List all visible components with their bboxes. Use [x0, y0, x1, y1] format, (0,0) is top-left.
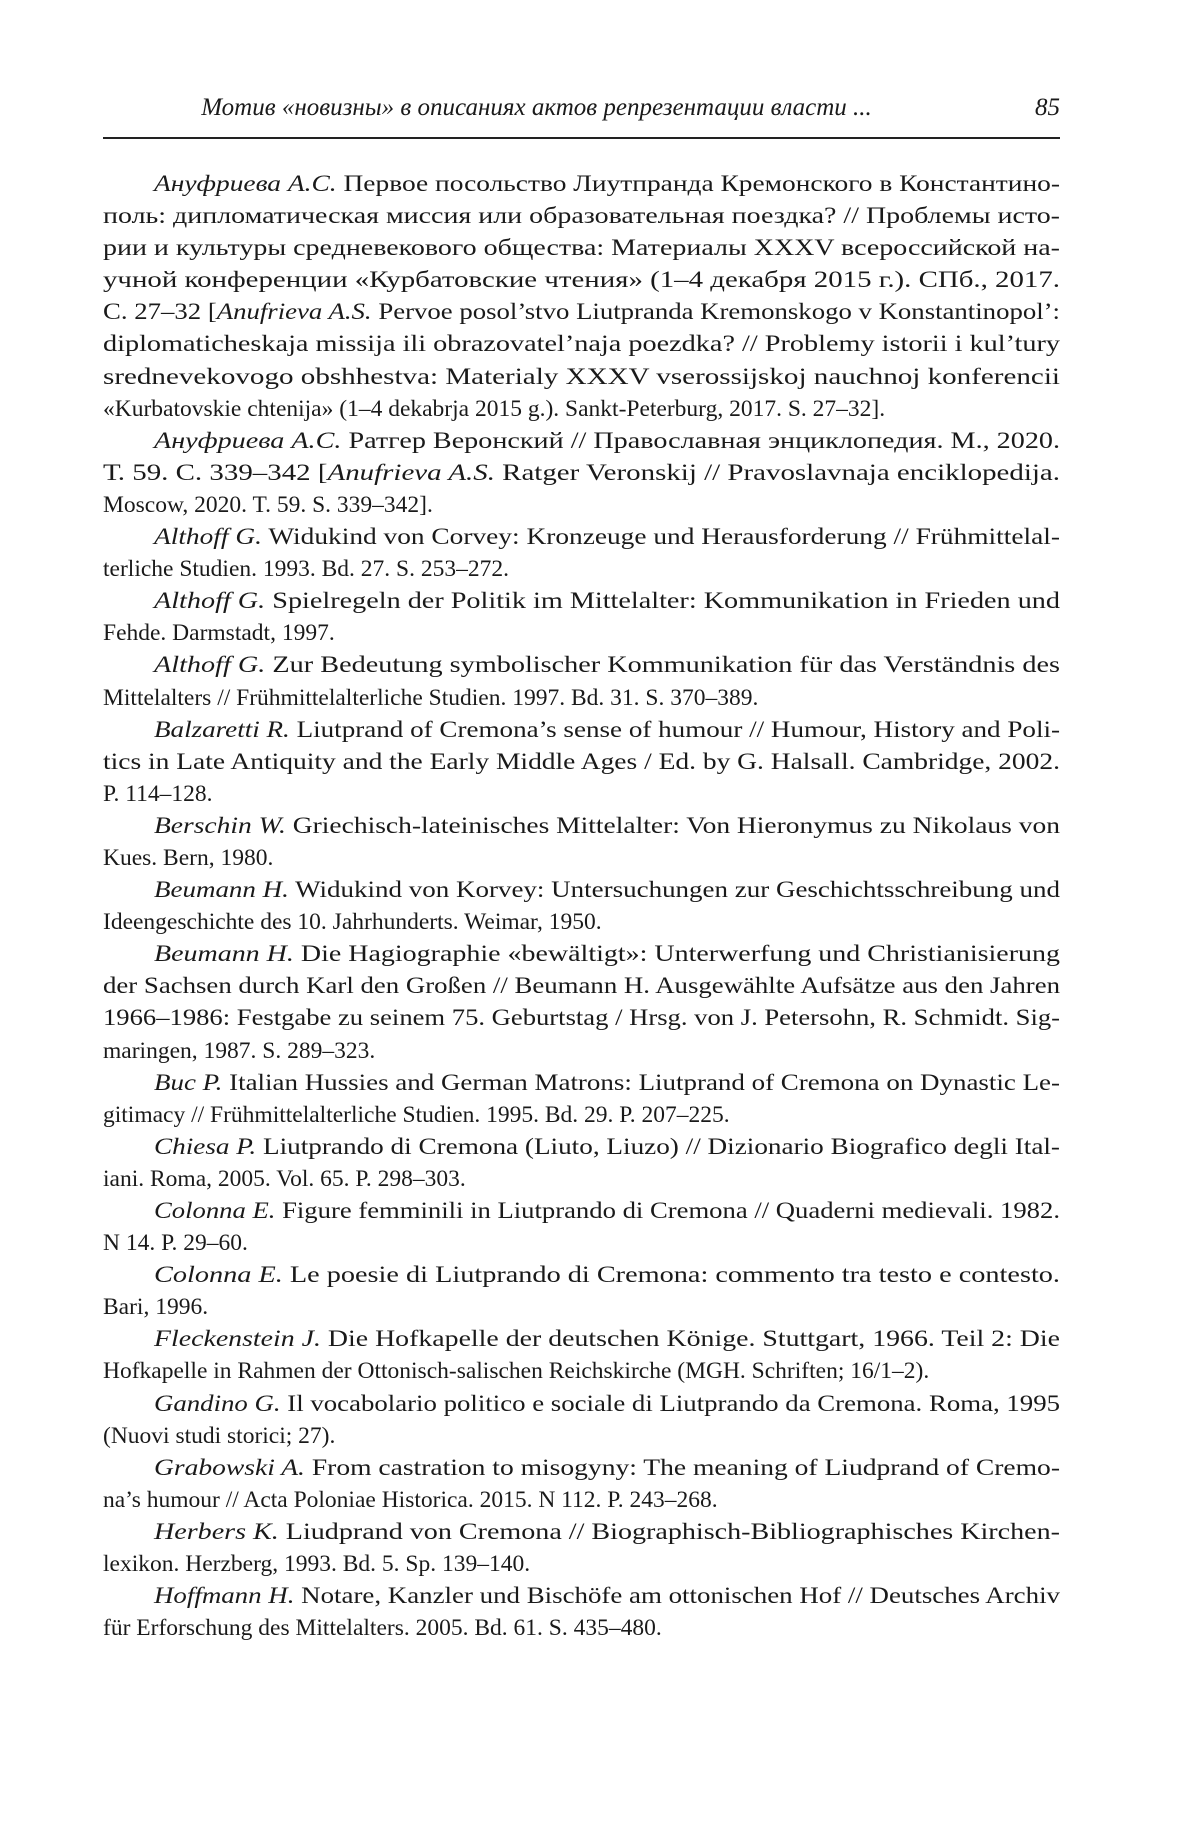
- entry-author: Buc P.: [154, 1070, 222, 1096]
- entry-line: [103, 1002, 1060, 1034]
- entry-line: [103, 296, 1060, 328]
- entry-line: [103, 1548, 1060, 1580]
- entry-line: [103, 842, 1060, 874]
- line-text: [154, 1259, 1060, 1291]
- entry-text: lexikon. Herzberg, 1993. Bd. 5. Sp. 139–140.: [103, 1551, 530, 1577]
- entry-author: Colonna E.: [154, 1262, 283, 1288]
- line-text: [154, 521, 1060, 553]
- entry-line: [103, 264, 1060, 296]
- entry-line: [103, 1227, 1060, 1259]
- entry-author: Colonna E.: [154, 1198, 275, 1224]
- entry-text: Ideengeschichte des 10. Jahrhunderts. Weimar, 1950.: [103, 909, 602, 935]
- entry-line: [103, 1420, 1060, 1452]
- entry-line: [103, 168, 1060, 200]
- line-text: [103, 200, 1060, 232]
- entry-text: Fehde. Darmstadt, 1997.: [103, 620, 335, 646]
- entry-line: [103, 778, 1060, 810]
- entry-line: [103, 1291, 1060, 1323]
- entry-line: [103, 425, 1060, 457]
- line-text: [103, 842, 273, 874]
- entry-line: [103, 938, 1060, 970]
- entry-text: Notare, Kanzler und Bischöfe am ottonischen Hof // Deutsches Archiv: [294, 1583, 1060, 1609]
- entry-line: [103, 1067, 1060, 1099]
- entry-line: [103, 1323, 1060, 1355]
- line-text: [154, 938, 1060, 970]
- entry-line: [103, 1035, 1060, 1067]
- entry-author: Chiesa P.: [154, 1134, 256, 1160]
- entry-text: поль: дипломатическая миссия или образовательная поездка? // Проблемы исто-: [103, 203, 1060, 229]
- line-text: [154, 1067, 1060, 1099]
- entry-line: [103, 1612, 1060, 1644]
- bibliography-entry: [103, 1067, 1060, 1131]
- line-text: [103, 1227, 248, 1259]
- entry-text: Т. 59. С. 339–342 [: [103, 460, 328, 486]
- entry-author: Gandino G.: [154, 1391, 281, 1417]
- entry-text: Liudprand von Cremona // Biographisch-Bibliographisches Kirchen-: [279, 1519, 1060, 1545]
- line-text: [154, 649, 1060, 681]
- line-text: [154, 585, 1060, 617]
- entry-author: Hoffmann H.: [154, 1583, 294, 1609]
- entry-line: [103, 585, 1060, 617]
- bibliography-entry: [103, 1131, 1060, 1195]
- entry-text: (Nuovi studi storici; 27).: [103, 1423, 335, 1449]
- line-text: [103, 1548, 530, 1580]
- entry-text: Ratger Veronskij // Pravoslavnaja enciklopedija.: [495, 460, 1060, 486]
- entry-line: [103, 810, 1060, 842]
- entry-author: Ануфриева А.С.: [154, 171, 337, 197]
- entry-text: für Erforschung des Mittelalters. 2005. Bd. 61. S. 435–480.: [103, 1615, 662, 1641]
- entry-author: Althoff G.: [154, 652, 265, 678]
- bibliography-entry: [103, 1580, 1060, 1644]
- entry-line: [103, 617, 1060, 649]
- line-text: [103, 906, 602, 938]
- header-rule: [103, 137, 1060, 139]
- entry-text: 1966–1986: Festgabe zu seinem 75. Geburtstag / Hrsg. von J. Petersohn, R. Schmidt. Sig-: [103, 1005, 1060, 1031]
- entry-line: [103, 1452, 1060, 1484]
- entry-text: Italian Hussies and German Matrons: Liutprand of Cremona on Dynastic Le-: [222, 1070, 1060, 1096]
- line-text: [103, 1099, 730, 1131]
- running-title: Мотив «новизны» в описаниях актов репрезентации власти ...: [103, 94, 970, 122]
- entry-author: Grabowski A.: [154, 1455, 305, 1481]
- entry-text: P. 114–128.: [103, 781, 212, 807]
- entry-text: «Kurbatovskie chtenija» (1–4 dekabrja 2015 g.). Sankt-Peterburg, 2017. S. 27–32].: [103, 396, 885, 422]
- entry-author: Berschin W.: [154, 813, 286, 839]
- entry-text: Pervoe posol’stvo Liutpranda Kremonskogo v Konstantinopol’:: [372, 299, 1060, 325]
- bibliography-entry: [103, 1452, 1060, 1516]
- entry-author: Beumann H.: [154, 877, 289, 903]
- entry-text: Первое посольство Лиутпранда Кремонского в Константино-: [337, 171, 1060, 197]
- entry-author: Ануфриева А.С.: [154, 428, 341, 454]
- entry-text: Die Hagiographie «bewältigt»: Unterwerfung und Christianisierung: [294, 941, 1060, 967]
- entry-text: Liutprand of Cremona’s sense of humour // Humour, History and Poli-: [290, 717, 1060, 743]
- entry-line: [103, 970, 1060, 1002]
- line-text: [103, 1163, 466, 1195]
- entry-text: Hofkapelle in Rahmen der Ottonisch-salischen Reichskirche (MGH. Schriften; 16/1–2).: [103, 1358, 929, 1384]
- entry-line: [103, 1099, 1060, 1131]
- entry-text: der Sachsen durch Karl den Großen // Beumann H. Ausgewählte Aufsätze aus den Jahren: [103, 973, 1060, 999]
- line-text: [103, 328, 1060, 360]
- entry-line: [103, 1484, 1060, 1516]
- entry-text: Il vocabolario politico e sociale di Liutprando da Cremona. Roma, 1995: [281, 1391, 1060, 1417]
- entry-text: рии и культуры средневекового общества: Материалы XXXV всероссийской на-: [103, 235, 1060, 261]
- line-text: [154, 714, 1060, 746]
- line-text: [154, 425, 1060, 457]
- line-text: [103, 1612, 662, 1644]
- line-text: [103, 296, 1060, 328]
- bibliography-entry: [103, 425, 1060, 521]
- entry-line: [103, 1195, 1060, 1227]
- entry-line: [103, 489, 1060, 521]
- translit-author: Anufrieva A.S.: [217, 299, 372, 325]
- line-text: [103, 1002, 1060, 1034]
- line-text: [154, 1388, 1060, 1420]
- entry-line: [103, 328, 1060, 360]
- entry-line: [103, 200, 1060, 232]
- entry-line: [103, 1388, 1060, 1420]
- entry-line: [103, 232, 1060, 264]
- line-text: [103, 361, 1060, 393]
- line-text: [154, 1516, 1060, 1548]
- line-text: [103, 1355, 929, 1387]
- entry-text: Kues. Bern, 1980.: [103, 845, 273, 871]
- entry-text: tics in Late Antiquity and the Early Middle Ages / Ed. by G. Halsall. Cambridge, 2002.: [103, 749, 1060, 775]
- bibliography-entry: [103, 810, 1060, 874]
- entry-line: [103, 874, 1060, 906]
- line-text: [154, 1323, 1060, 1355]
- entry-text: Spielregeln der Politik im Mittelalter: Kommunikation in Frieden und: [265, 588, 1060, 614]
- entry-line: [103, 1355, 1060, 1387]
- entry-line: [103, 649, 1060, 681]
- bibliography-entry: [103, 1516, 1060, 1580]
- entry-text: terliche Studien. 1993. Bd. 27. S. 253–272.: [103, 556, 509, 582]
- running-header: [103, 94, 1060, 134]
- line-text: [154, 1452, 1060, 1484]
- bibliography-entry: [103, 1195, 1060, 1259]
- translit-author: Anufrieva A.S.: [328, 460, 495, 486]
- entry-line: [103, 1580, 1060, 1612]
- entry-text: Liutprando di Cremona (Liuto, Liuzo) // Dizionario Biografico degli Ital-: [256, 1134, 1060, 1160]
- entry-text: учной конференции «Курбатовские чтения» (1–4 декабря 2015 г.). СПб., 2017.: [103, 267, 1060, 293]
- line-text: [103, 489, 433, 521]
- entry-text: iani. Roma, 2005. Vol. 65. P. 298–303.: [103, 1166, 466, 1192]
- line-text: [103, 1420, 335, 1452]
- entry-author: Althoff G.: [154, 588, 265, 614]
- entry-text: gitimacy // Frühmittelalterliche Studien. 1995. Bd. 29. P. 207–225.: [103, 1102, 730, 1128]
- entry-text: Bari, 1996.: [103, 1294, 208, 1320]
- bibliography-entry: [103, 714, 1060, 810]
- entry-line: [103, 1259, 1060, 1291]
- line-text: [103, 264, 1060, 296]
- entry-text: Figure femminili in Liutprando di Cremona // Quaderni medievali. 1982.: [275, 1198, 1060, 1224]
- bibliography-entry: [103, 1388, 1060, 1452]
- entry-text: diplomaticheskaja missija ili obrazovatel’naja poezdka? // Problemy istorii i kul’tury: [103, 331, 1060, 357]
- line-text: [103, 553, 509, 585]
- line-text: [103, 457, 1060, 489]
- line-text: [103, 778, 212, 810]
- entry-text: Ратгер Веронский // Православная энциклопедия. М., 2020.: [341, 428, 1060, 454]
- line-text: [103, 746, 1060, 778]
- line-text: [154, 810, 1060, 842]
- page-number: 85: [1035, 94, 1060, 122]
- bibliography-list: [103, 168, 1060, 1644]
- entry-text: Widukind von Korvey: Untersuchungen zur Geschichtsschreibung und: [289, 877, 1060, 903]
- entry-line: [103, 1163, 1060, 1195]
- bibliography-entry: [103, 585, 1060, 649]
- line-text: [154, 874, 1060, 906]
- entry-text: srednevekovogo obshhestva: Materialy XXXV vserossijskoj nauchnoj konferencii: [103, 364, 1060, 390]
- entry-author: Fleckenstein J.: [154, 1326, 321, 1352]
- entry-line: [103, 521, 1060, 553]
- line-text: [103, 1484, 718, 1516]
- line-text: [103, 393, 885, 425]
- line-text: [103, 617, 335, 649]
- entry-text: Moscow, 2020. T. 59. S. 339–342].: [103, 492, 433, 518]
- bibliography-entry: [103, 938, 1060, 1066]
- line-text: [103, 970, 1060, 1002]
- entry-line: [103, 553, 1060, 585]
- entry-text: Griechisch-lateinisches Mittelalter: Von Hieronymus zu Nikolaus von: [286, 813, 1060, 839]
- entry-author: Balzaretti R.: [154, 717, 290, 743]
- entry-line: [103, 393, 1060, 425]
- entry-line: [103, 906, 1060, 938]
- entry-text: N 14. P. 29–60.: [103, 1230, 248, 1256]
- line-text: [103, 1035, 375, 1067]
- entry-line: [103, 457, 1060, 489]
- bibliography-entry: [103, 1259, 1060, 1323]
- line-text: [154, 168, 1060, 200]
- entry-text: Le poesie di Liutprando di Cremona: commento tra testo e contesto.: [283, 1262, 1060, 1288]
- entry-line: [103, 1131, 1060, 1163]
- line-text: [154, 1195, 1060, 1227]
- bibliography-entry: [103, 874, 1060, 938]
- line-text: [154, 1580, 1060, 1612]
- line-text: [103, 682, 758, 714]
- entry-line: [103, 361, 1060, 393]
- entry-line: [103, 682, 1060, 714]
- entry-author: Beumann H.: [154, 941, 294, 967]
- bibliography-entry: [103, 1323, 1060, 1387]
- entry-text: Die Hofkapelle der deutschen Könige. Stuttgart, 1966. Teil 2: Die: [321, 1326, 1060, 1352]
- entry-line: [103, 746, 1060, 778]
- entry-text: С. 27–32 [: [103, 299, 217, 325]
- entry-text: Mittelalters // Frühmittelalterliche Studien. 1997. Bd. 31. S. 370–389.: [103, 685, 758, 711]
- entry-text: Zur Bedeutung symbolischer Kommunikation für das Verständnis des: [265, 652, 1060, 678]
- entry-text: Widukind von Corvey: Kronzeuge und Herausforderung // Frühmittelal-: [262, 524, 1060, 550]
- entry-author: Althoff G.: [154, 524, 262, 550]
- entry-line: [103, 1516, 1060, 1548]
- entry-author: Herbers K.: [154, 1519, 279, 1545]
- line-text: [154, 1131, 1060, 1163]
- bibliography-entry: [103, 168, 1060, 425]
- line-text: [103, 1291, 208, 1323]
- entry-text: na’s humour // Acta Poloniae Historica. 2015. N 112. P. 243–268.: [103, 1487, 718, 1513]
- bibliography-entry: [103, 521, 1060, 585]
- entry-text: maringen, 1987. S. 289–323.: [103, 1038, 375, 1064]
- line-text: [103, 232, 1060, 264]
- bibliography-entry: [103, 649, 1060, 713]
- entry-text: From castration to misogyny: The meaning of Liudprand of Cremo-: [305, 1455, 1060, 1481]
- entry-line: [103, 714, 1060, 746]
